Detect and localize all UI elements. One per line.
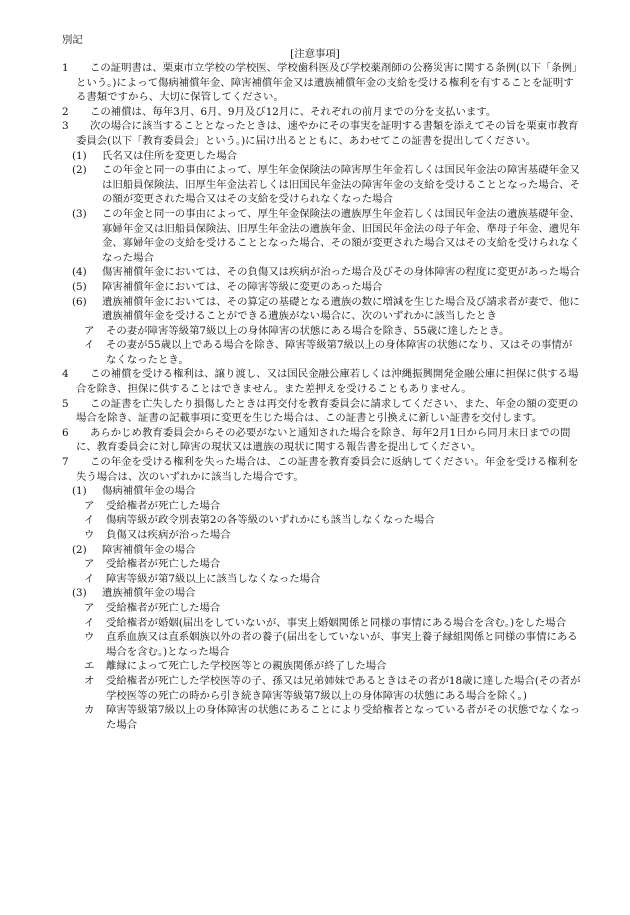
note-item-text: この補償を受ける権利は、譲り渡し、又は国民金融公庫若しくは沖縄振興開発金融公庫に担保に供する場合を除き、担保に供することはできません。また差押えを受けることもありません。 [76, 368, 579, 396]
note-item-text: 受給権者が死亡した場合 [106, 499, 221, 512]
note-item-marker: オ [84, 674, 95, 687]
note-item-text: 傷害補償年金においては、その負傷又は疾病が治った場合及びその身体障害の程度に変更があった場合 [102, 266, 580, 279]
note-item [62, 426, 582, 455]
notes-list [62, 61, 582, 732]
note-item-text: 障害補償年金においては、その障害等級に変更のあった場合 [102, 280, 383, 293]
note-item-text: この証書を亡失したり損傷したときは再交付を教育委員会に請求してください、また、年金の額の変更の場合を除き、証書の記載事項に変更を生じた場合は、この証書と引換えに新しい証書を交付します。 [76, 397, 579, 425]
note-item-text: この補償は、毎年3月、6月、9月及び12月に、それぞれの前月までの分を支払います。 [90, 105, 497, 118]
note-item [62, 338, 582, 367]
note-item [62, 367, 582, 396]
note-item-text: その妻が障害等級第7級以上の身体障害の状態にある場合を除き、55歳に達したとき。 [106, 324, 510, 337]
note-item-text: 次の場合に該当することとなったときは、速やかにその事実を証明する書類を添えてその旨を栗東市教育委員会(以下「教育委員会」という。)に届け出るとともに、あわせてこの証書を提出してください。 [76, 120, 579, 147]
note-item [62, 703, 582, 732]
note-item-marker: ア [84, 558, 95, 571]
note-item [62, 484, 582, 499]
note-item-marker: ウ [84, 631, 95, 644]
note-item-marker: (5) [72, 280, 87, 293]
note-item-marker: (4) [72, 266, 87, 279]
note-item [62, 324, 582, 339]
note-item-text: 離縁によって死亡した学校医等との親族関係が終了した場合 [106, 660, 387, 673]
note-item-text: 受給権者が死亡した場合 [106, 601, 221, 614]
note-item-marker: (2) [72, 164, 87, 177]
note-item [62, 295, 582, 324]
note-item-marker: イ [84, 339, 95, 352]
note-item-text: この年金と同一の事由によって、厚生年金保険法の障害厚生年金若しくは国民年金法の障害基礎年金又は旧船員保険法、旧厚生年金法若しくは旧国民年金法の障害年金の支給を受けることとなった場合、その額が変更された場合又はその支給を受けられなくなった場合 [102, 164, 580, 206]
note-item-text: 傷病等級が政令別表第2の各等級のいずれかにも該当しなくなった場合 [106, 514, 435, 527]
note-item-text: この証明書は、栗東市立学校の学校医、学校歯科医及び学校薬剤師の公務災害に関する条例(以下「条例」という。)によって傷病補償年金、障害補償年金又は遺族補償年金の支給を受ける権利を有することを証明する書類ですから、大切に保管してください。 [76, 62, 578, 104]
note-item-text: 氏名又は住所を変更した場合 [102, 149, 238, 162]
note-item [62, 674, 582, 703]
note-item [62, 557, 582, 572]
note-item-marker: 3 [62, 120, 69, 133]
note-item [62, 659, 582, 674]
note-item [62, 572, 582, 587]
note-item-text: 遺族補償年金においては、その算定の基礎となる遺族の数に増減を生じた場合及び請求者が妻で、他に遺族補償年金を受けることができる遺族がない場合に、次のいずれかに該当したとき [102, 295, 580, 323]
note-item [62, 397, 582, 426]
note-item-marker: 6 [62, 426, 69, 439]
note-item-text: 傷病補償年金の場合 [102, 485, 196, 498]
document-header: 別記 [62, 34, 83, 46]
note-item-marker: カ [84, 704, 95, 717]
note-item [62, 630, 582, 659]
note-item [62, 265, 582, 280]
note-item-text: この年金を受ける権利を失った場合は、この証書を教育委員会に返納してください。年金を受ける権利を失う場合は、次のいずれかに該当した場合です。 [76, 456, 579, 483]
note-item-marker: イ [84, 616, 95, 629]
note-item-marker: (1) [72, 149, 87, 162]
note-item-text: 受給権者が死亡した学校医等の子、孫又は兄弟姉妹であるときはその者が18歳に達した場合(その者が学校医等の死亡の時から引き続き障害等級第7級以上の身体障害の状態にある場合を除く。) [106, 674, 581, 702]
note-item [62, 616, 582, 631]
note-item-text: この年金と同一の事由によって、厚生年金保険法の遺族厚生年金若しくは国民年金法の遺族基礎年金、寡婦年金又は旧船員保険法、旧厚生年金法の遺族年金、旧国民年金法の母子年金、準母子年金、遺児年金、寡婦年金の支給を受けることとなった場合、その額が変更された場合又はその支給を受けられなくなった場合 [102, 207, 580, 264]
note-item-marker: 7 [62, 456, 69, 469]
note-item-text: 受給権者が婚姻(届出をしていないが、事実上婚姻関係と同様の事情にある場合を含む。)をした場合 [106, 616, 567, 629]
note-item-marker: 4 [62, 368, 69, 381]
note-item [62, 528, 582, 543]
note-item-marker: イ [84, 572, 95, 585]
note-item [62, 280, 582, 295]
note-item-marker: ア [84, 324, 95, 337]
note-item [62, 149, 582, 164]
note-item-text: 負傷又は疾病が治った場合 [106, 529, 231, 541]
note-item-text: 直系血族又は直系姻族以外の者の養子(届出をしていないが、事実上養子縁組関係と同様の事情にある場合を含む。)となった場合 [106, 631, 578, 658]
note-item [62, 207, 582, 265]
note-item-marker: (1) [72, 485, 87, 498]
note-item-marker: (3) [72, 587, 87, 600]
note-item-marker: 2 [62, 105, 69, 118]
note-item [62, 543, 582, 558]
note-item-text: 障害補償年金の場合 [102, 543, 196, 556]
note-item-marker: エ [84, 660, 95, 673]
note-item [62, 499, 582, 514]
note-item [62, 105, 582, 120]
note-item [62, 163, 582, 207]
note-item-text: あらかじめ教育委員会からその必要がないと通知された場合を除き、毎年2月1日から同月末日までの間に、教育委員会に対し障害の現状又は遺族の現状に関する報告書を提出してください。 [76, 426, 571, 454]
note-item-text: 受給権者が死亡した場合 [106, 558, 221, 571]
note-item [62, 601, 582, 616]
note-item-text: 障害等級が第7級以上に該当しなくなった場合 [106, 572, 321, 585]
note-item-marker: イ [84, 514, 95, 527]
note-item-text: その妻が55歳以上である場合を除き、障害等級第7級以上の身体障害の状態になり、又はその事情がなくなったとき。 [106, 339, 573, 366]
document-title: [注意事項] [290, 48, 340, 60]
note-item [62, 586, 582, 601]
note-item-marker: 5 [62, 397, 69, 410]
note-item-marker: 1 [62, 62, 69, 74]
note-item [62, 61, 582, 105]
note-item-marker: (2) [72, 543, 87, 556]
note-item [62, 119, 582, 148]
note-item-marker: ア [84, 499, 95, 512]
note-item [62, 513, 582, 528]
note-item [62, 455, 582, 484]
note-item-marker: (6) [72, 295, 87, 308]
note-item-text: 障害等級第7級以上の身体障害の状態にあることにより受給権者となっている者がその状態でなくなった場合 [106, 704, 581, 731]
note-item-marker: ア [84, 601, 95, 614]
note-item-marker: ウ [84, 529, 95, 541]
note-item-text: 遺族補償年金の場合 [102, 587, 196, 600]
note-item-marker: (3) [72, 207, 87, 220]
